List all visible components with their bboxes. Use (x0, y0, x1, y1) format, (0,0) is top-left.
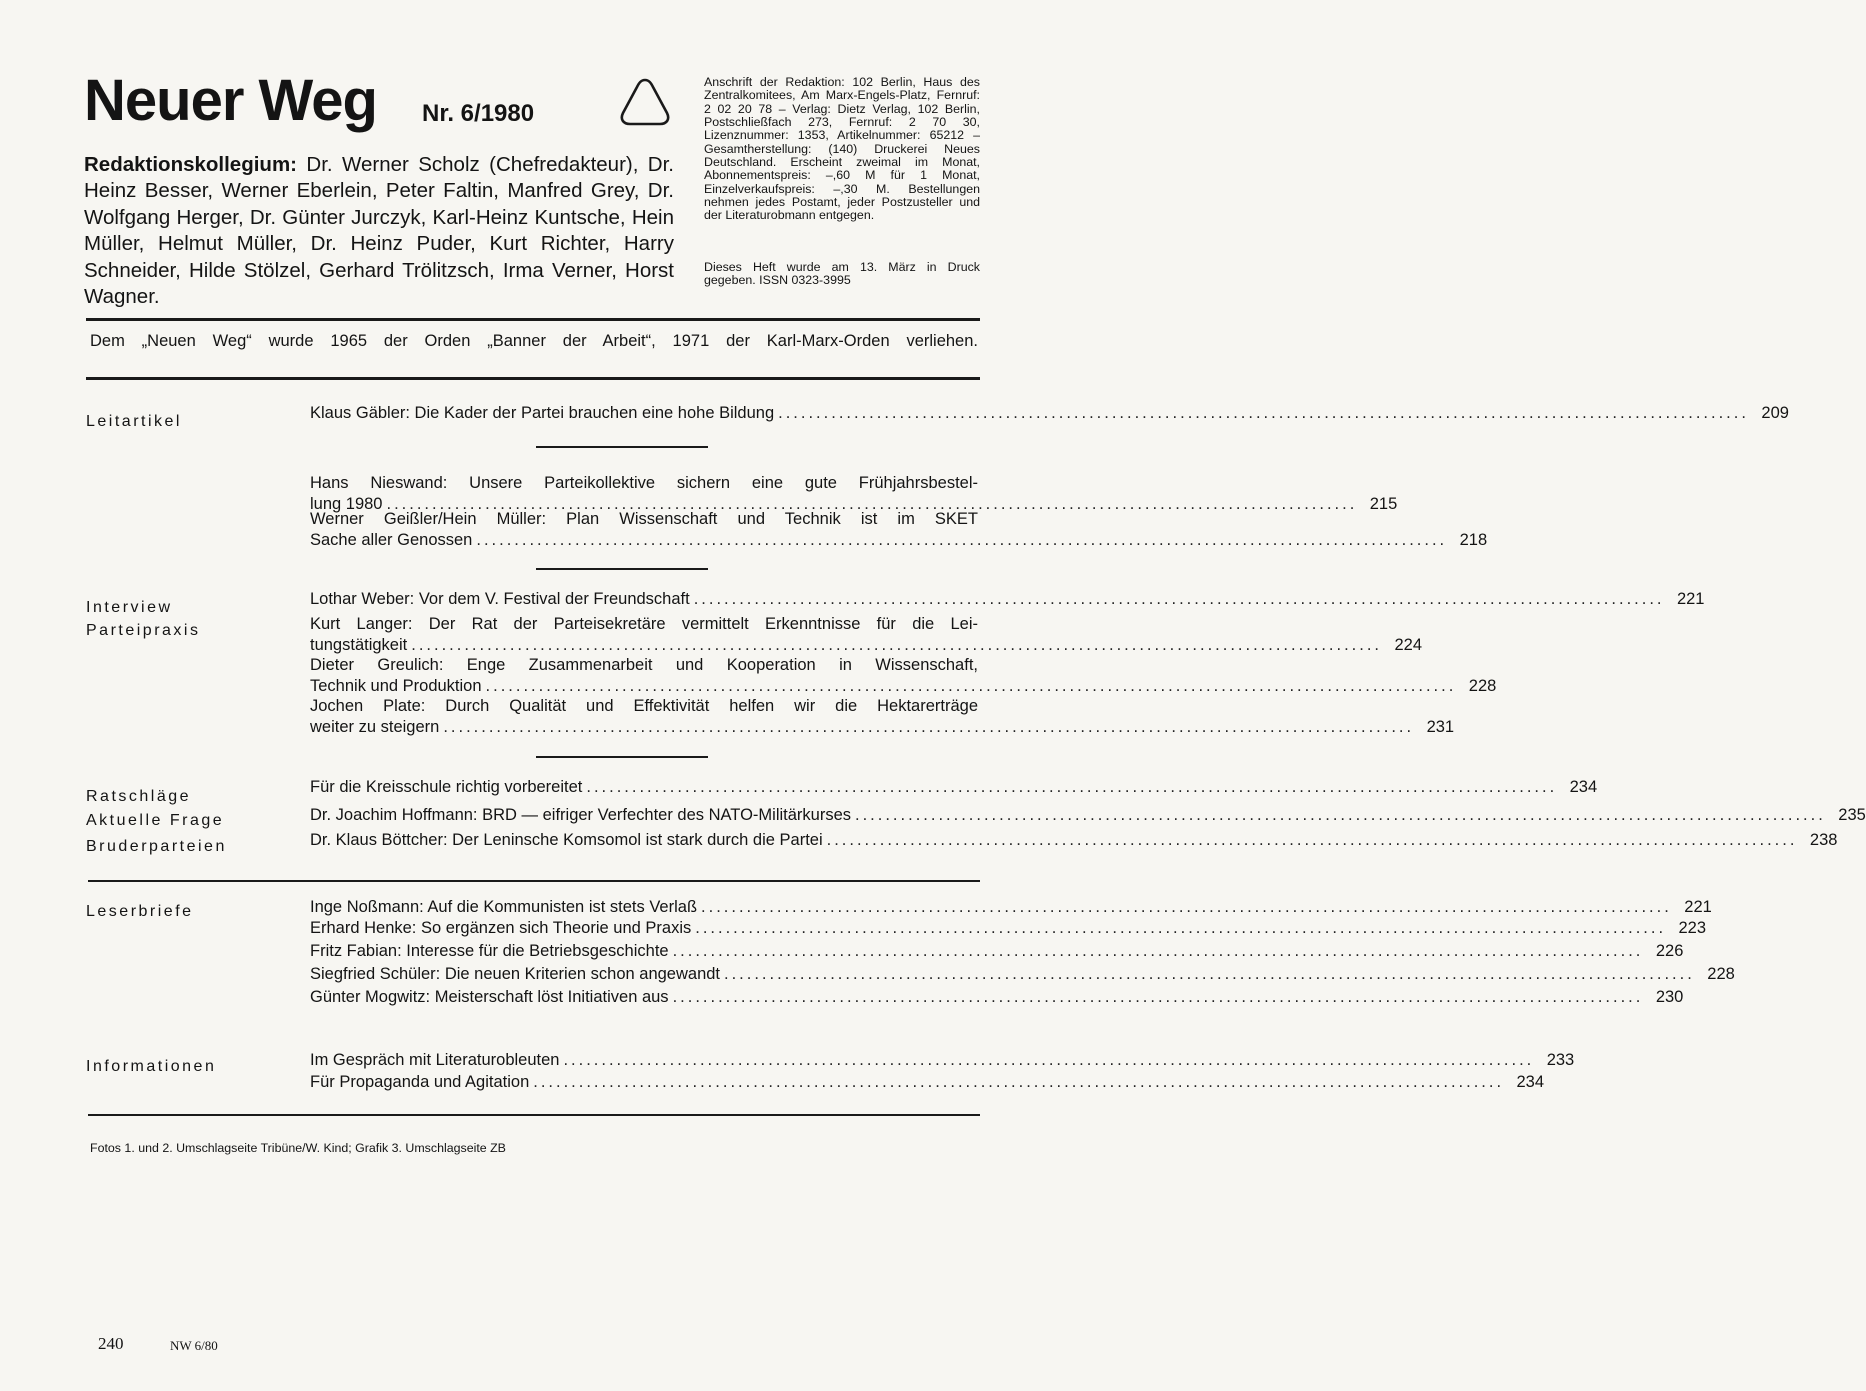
toc-entry-page: 218 (1459, 531, 1488, 549)
bottom-divider (88, 1114, 980, 1116)
category-ratschlaege: Ratschläge (86, 788, 192, 805)
toc-entry-title: Für die Kreisschule richtig vorbereitet (310, 778, 583, 796)
toc-entry-title-line1: Werner Geißler/Hein Müller: Plan Wissenschaft und Technik ist im SKET (310, 510, 978, 528)
toc-entry[interactable]: Fritz Fabian: Interesse für die Betriebsgeschichte ................................................................................................................................ 226 (310, 942, 1684, 960)
toc-entry-title-line2: Sache aller Genossen (310, 531, 473, 549)
toc-entry-page: 215 (1369, 495, 1398, 513)
toc-entry-title: Fritz Fabian: Interesse für die Betriebsgeschichte (310, 942, 669, 960)
issue-number: Nr. 6/1980 (422, 100, 535, 127)
editorial-board-label: Redaktionskollegium: (84, 153, 298, 176)
toc-entry-page: 231 (1426, 718, 1455, 736)
category-aktuelle-frage: Aktuelle Frage (86, 812, 225, 829)
toc-entry-page: 234 (1569, 778, 1598, 796)
toc-entry[interactable]: Klaus Gäbler: Die Kader der Partei brauchen eine hohe Bildung ................................................................................................................................ 209 (310, 404, 1789, 422)
toc-entry-page: 226 (1655, 942, 1684, 960)
toc-entry-title-line2: weiter zu steigern (310, 718, 440, 736)
toc-entry-title: Dr. Klaus Böttcher: Der Leninsche Komsomol ist stark durch die Partei (310, 831, 823, 849)
toc-entry-page: 235 (1838, 806, 1866, 824)
toc-entry-page: 233 (1546, 1051, 1575, 1069)
toc-entry[interactable]: Für Propaganda und Agitation ................................................................................................................................ 234 (310, 1073, 1545, 1091)
toc-entry[interactable]: Inge Noßmann: Auf die Kommunisten ist stets Verlaß ................................................................................................................................ 221 (310, 898, 1712, 916)
publisher-address: Anschrift der Redaktion: 102 Berlin, Haus des Zentralkomitees, Am Marx-Engels-Platz, Fernruf: 2 02 20 78 – Verlag: Dietz Verlag, 102 Berlin, Postschließfach 273, Fernruf: 2 70 30, Lizenznummer: 1353, Artikelnummer: 65212 – Gesamtherstellung: (140) Druckerei Neues Deutschland. Erscheint zweimal im Monat, Abonnementspreis: –,60 M für 1 Monat, Einzelverkaufspreis: –,30 M. Bestellungen nehmen jedes Postamt, jeder Postzusteller und der Literaturobmann entgegen. (704, 75, 980, 223)
category-leitartikel: Leitartikel (86, 413, 182, 430)
toc-entry[interactable]: Für die Kreisschule richtig vorbereitet ................................................................................................................................ 234 (310, 778, 1598, 796)
editorial-board-members: Dr. Werner Scholz (Chefredakteur), Dr. Heinz Besser, Werner Eberlein, Peter Faltin, Manfred Grey, Dr. Wolfgang Herger, Dr. Günter Jurczyk, Karl-Heinz Kuntsche, Hein Müller, Helmut Müller, Dr. Heinz Puder, Kurt Richter, Harry Schneider, Hilde Stölzel, Gerhard Trölitzsch, Irma Verner, Horst Wagner. (84, 153, 675, 309)
toc-entry-title-line2: Technik und Produktion (310, 677, 482, 695)
toc-entry[interactable]: Dr. Joachim Hoffmann: BRD — eifriger Verfechter des NATO-Militärkurses ................................................................................................................................ 235 (310, 806, 1866, 824)
toc-entry-title: Siegfried Schüler: Die neuen Kriterien schon angewandt (310, 965, 721, 983)
toc-entry-page: 221 (1676, 590, 1705, 608)
page-number: 240 (98, 1334, 124, 1353)
toc-entry-title-line1: Dieter Greulich: Enge Zusammenarbeit und Kooperation in Wissenschaft, (310, 656, 978, 674)
toc-entry-page: 209 (1761, 404, 1789, 422)
toc-entry-page: 228 (1707, 965, 1735, 983)
category-bruderparteien: Bruderparteien (86, 838, 227, 855)
toc-entry-page: 228 (1468, 677, 1497, 695)
magazine-title: Neuer Weg (84, 68, 377, 133)
toc-entry[interactable]: Jochen Plate: Durch Qualität und Effektivität helfen wir die Hektarerträge weiter zu steigern ................................................................................................................................ 231 (310, 697, 1455, 736)
section-separator (536, 756, 708, 758)
toc-entry[interactable]: Hans Nieswand: Unsere Parteikollektive sichern eine gute Frühjahrsbestel- lung 1980 ................................................................................................................................ 215 (310, 474, 1398, 513)
toc-entry[interactable]: Siegfried Schüler: Die neuen Kriterien schon angewandt ................................................................................................................................ 228 (310, 965, 1735, 983)
toc-entry-page: 224 (1394, 636, 1423, 654)
toc-entry-page: 230 (1655, 988, 1684, 1006)
toc-entry-title: Erhard Henke: So ergänzen sich Theorie und Praxis (310, 919, 692, 937)
print-note: Dieses Heft wurde am 13. März in Druck gegeben. ISSN 0323-3995 (704, 260, 980, 288)
triangle-logo-icon (618, 76, 672, 130)
toc-entry-title: Für Propaganda und Agitation (310, 1073, 530, 1091)
award-divider (86, 377, 980, 380)
editorial-board (84, 152, 674, 310)
toc-entry[interactable]: Günter Mogwitz: Meisterschaft löst Initiativen aus ................................................................................................................................ 230 (310, 988, 1684, 1006)
toc-entry[interactable]: Lothar Weber: Vor dem V. Festival der Freundschaft ................................................................................................................................ 221 (310, 590, 1705, 608)
toc-entry[interactable]: Kurt Langer: Der Rat der Parteisekretäre vermittelt Erkenntnisse für die Lei- tungstätigkeit ................................................................................................................................ 224 (310, 615, 1423, 654)
toc-entry-title-line2: lung 1980 (310, 495, 383, 513)
toc-entry[interactable]: Im Gespräch mit Literaturobleuten ................................................................................................................................ 233 (310, 1051, 1575, 1069)
toc-entry-title-line1: Hans Nieswand: Unsere Parteikollektive sichern eine gute Frühjahrsbestel- (310, 474, 978, 492)
toc-entry-title: Günter Mogwitz: Meisterschaft löst Initiativen aus (310, 988, 669, 1006)
toc-entry-page: 238 (1809, 831, 1838, 849)
section-separator (536, 568, 708, 570)
toc-entry[interactable]: Dieter Greulich: Enge Zusammenarbeit und Kooperation in Wissenschaft, Technik und Produktion ................................................................................................................................ 228 (310, 656, 1497, 695)
category-leserbriefe: Leserbriefe (86, 903, 194, 920)
toc-entry-title: Klaus Gäbler: Die Kader der Partei brauchen eine hohe Bildung (310, 404, 775, 422)
toc-entry-page: 223 (1678, 919, 1707, 937)
category-interview: Interview (86, 599, 173, 616)
toc-entry-title: Dr. Joachim Hoffmann: BRD — eifriger Verfechter des NATO-Militärkurses (310, 806, 852, 824)
leserbriefe-divider (88, 880, 980, 882)
section-separator (536, 446, 708, 448)
award-note: Dem „Neuen Weg“ wurde 1965 der Orden „Banner der Arbeit“, 1971 der Karl-Marx-Orden verliehen. (90, 332, 978, 350)
toc-entry-title: Inge Noßmann: Auf die Kommunisten ist stets Verlaß (310, 898, 698, 916)
category-parteipraxis: Parteipraxis (86, 622, 201, 639)
toc-entry-title-line1: Jochen Plate: Durch Qualität und Effektivität helfen wir die Hektarerträge (310, 697, 978, 715)
toc-entry-title-line2: tungstätigkeit (310, 636, 408, 654)
toc-entry-title-line1: Kurt Langer: Der Rat der Parteisekretäre vermittelt Erkenntnisse für die Lei- (310, 615, 978, 633)
toc-entry[interactable]: Erhard Henke: So ergänzen sich Theorie und Praxis ................................................................................................................................ 223 (310, 919, 1707, 937)
toc-entry[interactable]: Werner Geißler/Hein Müller: Plan Wissenschaft und Technik ist im SKET Sache aller Genossen ................................................................................................................................ 218 (310, 510, 1488, 549)
toc-entry-title: Im Gespräch mit Literaturobleuten (310, 1051, 560, 1069)
photo-credits: Fotos 1. und 2. Umschlagseite Tribüne/W. Kind; Grafik 3. Umschlagseite ZB (90, 1141, 506, 1155)
toc-entry-title: Lothar Weber: Vor dem V. Festival der Freundschaft (310, 590, 690, 608)
category-informationen: Informationen (86, 1058, 217, 1075)
toc-entry-page: 234 (1516, 1073, 1545, 1091)
toc-entry[interactable]: Dr. Klaus Böttcher: Der Leninsche Komsomol ist stark durch die Partei ................................................................................................................................ 238 (310, 831, 1838, 849)
running-head: NW 6/80 (170, 1338, 218, 1353)
top-divider (86, 318, 980, 321)
toc-entry-page: 221 (1684, 898, 1712, 916)
